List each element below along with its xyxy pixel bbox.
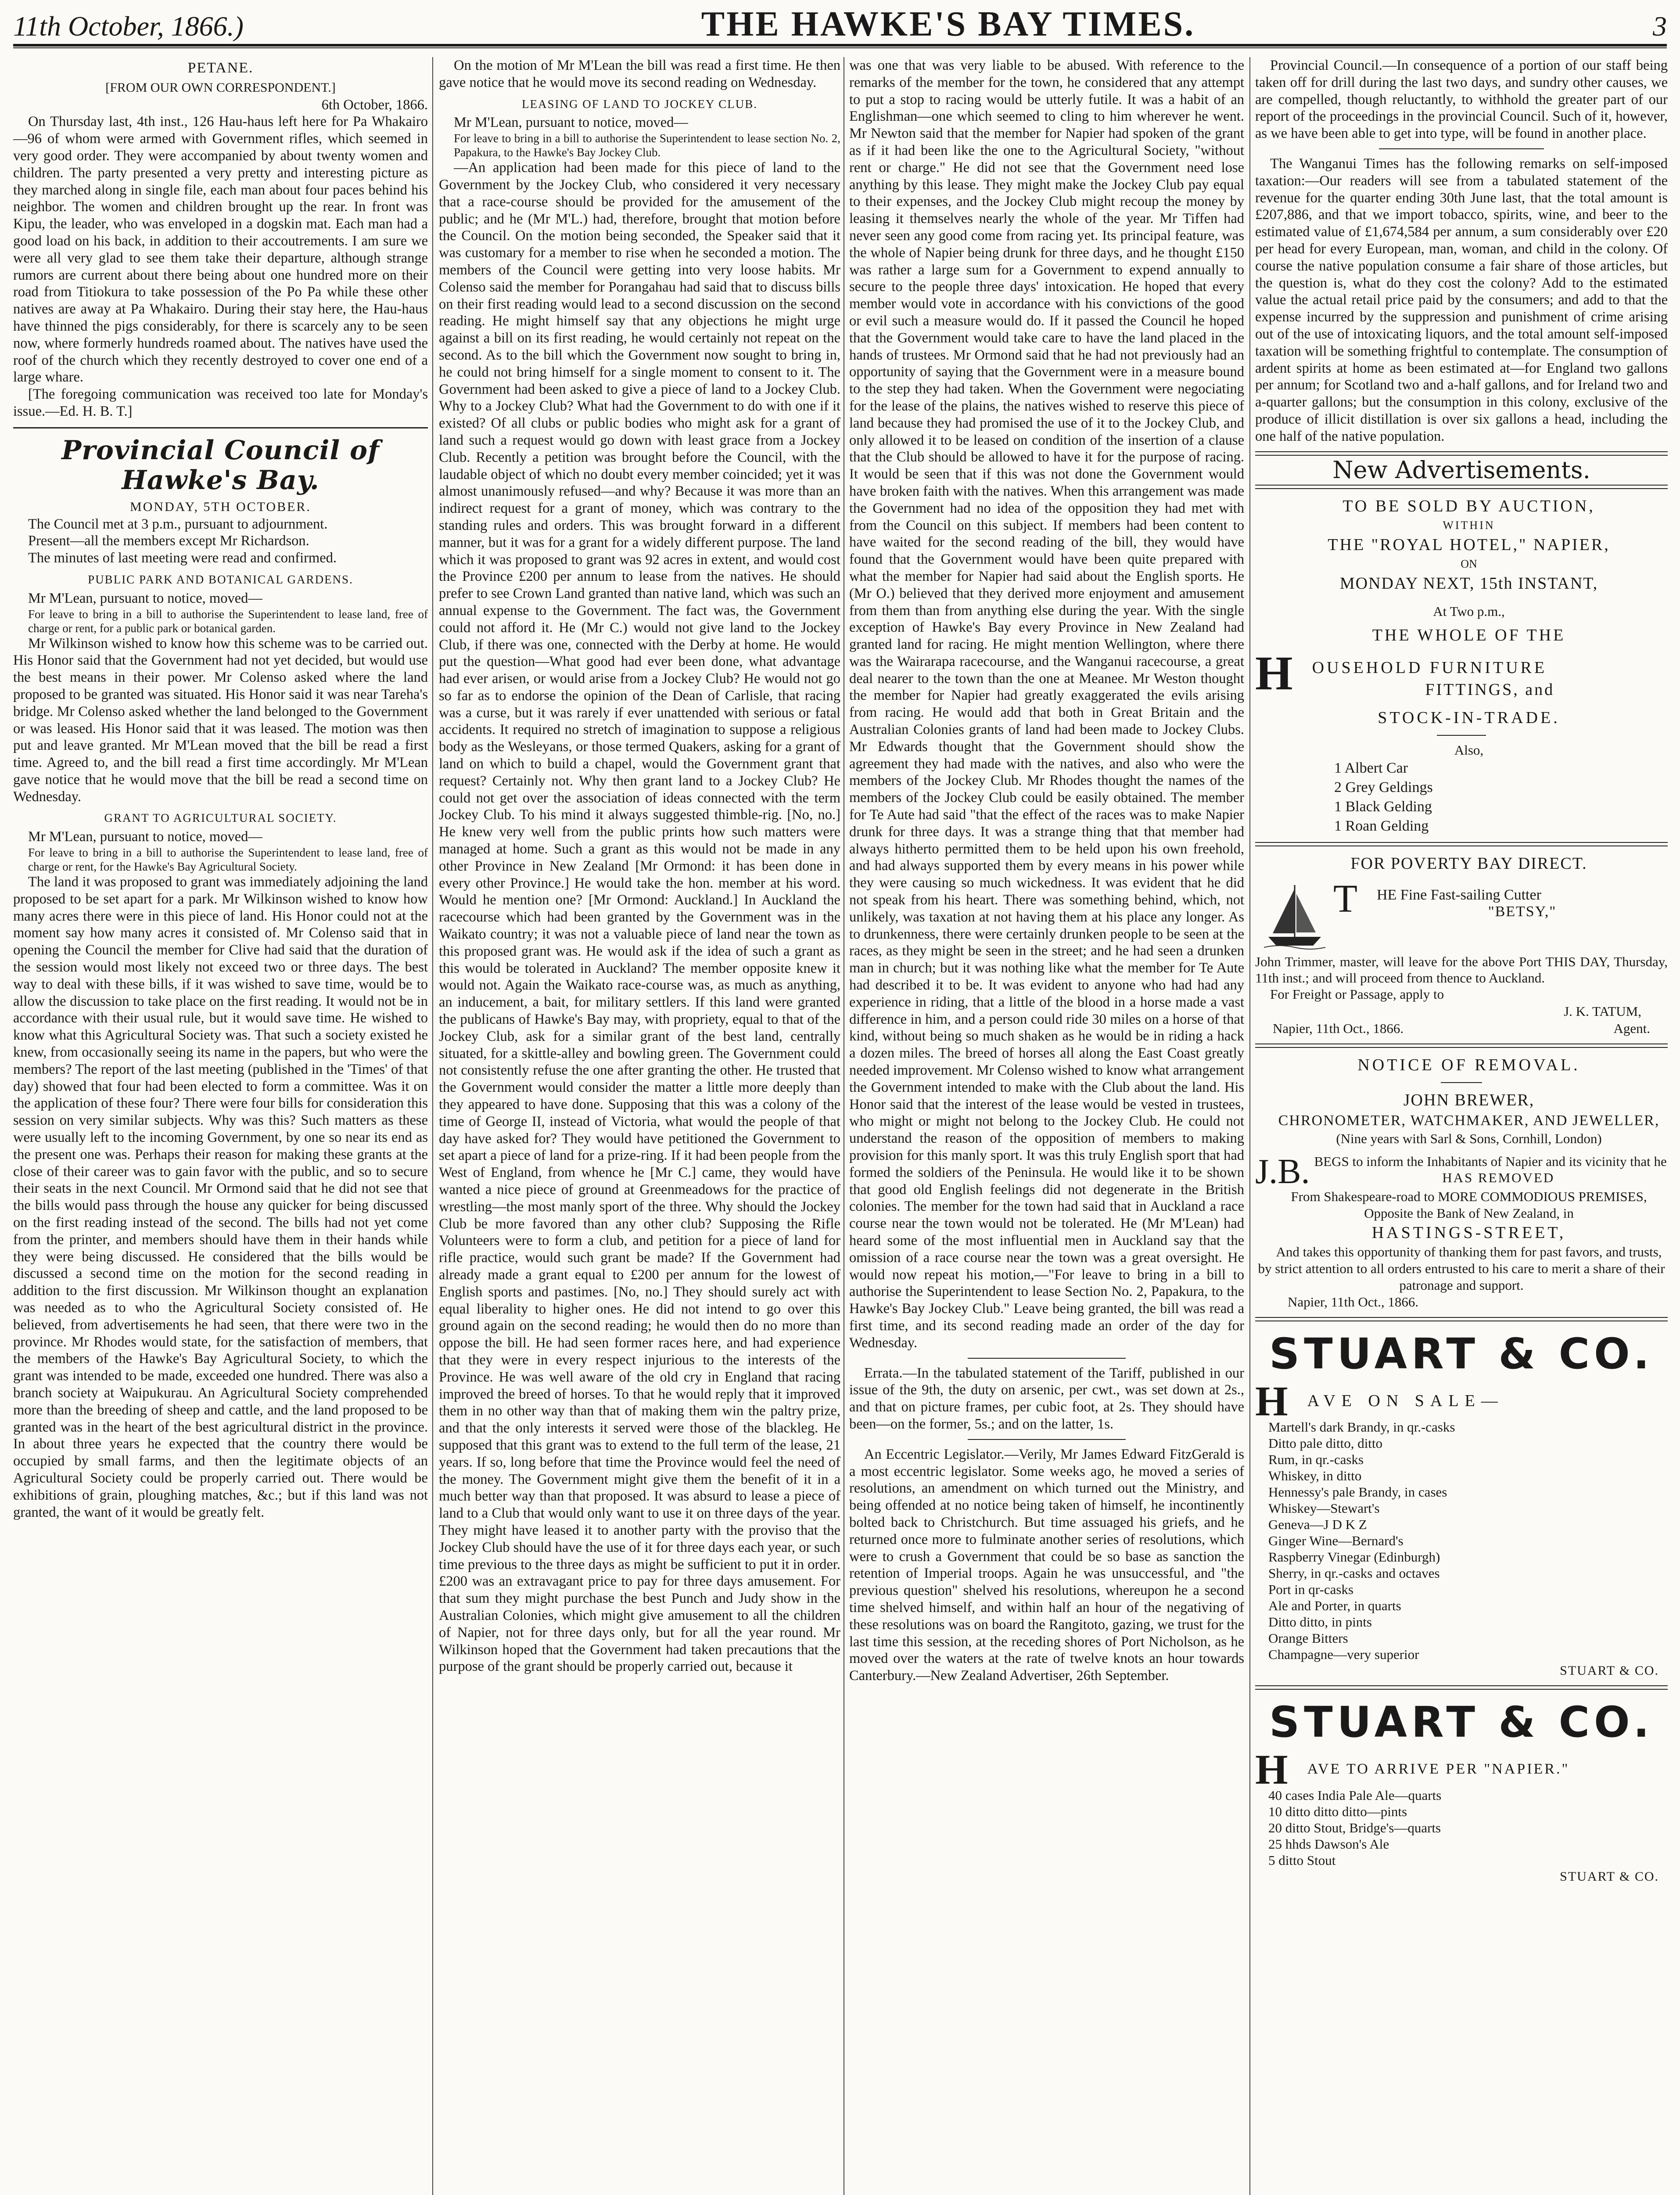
poverty-heading: FOR POVERTY BAY DIRECT. — [1350, 854, 1587, 873]
park-debate: Mr Wilkinson wished to know how this scheme was to be carried out. His Honor said that the Government had not yet decided, but would use the best means in their power. Mr Colenso asked where the land proposed to be granted was situated. His Honor said it was near Tareha's bridge. Mr Colenso asked whether the land belonged to the Government or was leased. His Honor said that it was leased. The motion was then put and leave granted. Mr M'Lean moved that the bill be read a first time. Agreed to, and the bill read a first time accordingly. Mr M'Lean gave notice that he would move that the bill be read a second time on Wednesday. — [13, 635, 428, 805]
section-rule — [1255, 1317, 1668, 1321]
removal-name: JOHN BREWER, — [1403, 1090, 1535, 1109]
ship-notice — [1255, 881, 1668, 954]
editor-note: [The foregoing communication was received too late for Monday's issue.—Ed. H. B. T.] — [13, 386, 428, 419]
goods-item: Geneva—J D K Z — [1268, 1516, 1367, 1532]
grant-debate: The land it was proposed to grant was immediately adjoining the land proposed to be set apart for a park. Mr Wilkinson wished to know how many acres there were in this piece of land. His Honor could not at the moment say how many acres it consisted of. Mr Colenso said that in opening the Council the member for Clive had said that the duration of the session would most likely not exceed two or three days. The best way to deal with these bills, if it was wished to save time, would be to allow the discussion to take place on the first reading. It would not be in accordance with their usual rule, but it would save time. He wished to know what this Agricultural Society was. That such a society existed he knew, from occasionally seeing its name in the papers, but who were the members? The report of the last meeting (published in the 'Times' of that day) showed that four had been elected to form a committee. Was it on the application of these four? There were four bills for consideration this session on very similar subjects. Why was this? Such matters as these were usually left to the incoming Government, by one so near its end as the present one was. Perhaps their reason for making these grants at the close of their career was to gain favor with the public, and so to secure their seats in the next Council. Mr Ormond said that he did not see that the bills would pass through the house any quicker for being discussed on the first reading instead of the second. The bills had not yet come from the printer, and members should have them in their hands while they were being discussed. He considered that the bills would be discussed a second time on the motion for the second reading in addition to the first discussion. Mr Wilkinson thought an explanation was needed as to who the Agricultural Society consisted of. He believed, from advertisements he had seen, that there were two in the province. Mr Rhodes would state, for the satisfaction of members, that the members of the Hawke's Bay Agricultural Society, to which the grant was intended to be made, exceeded one hundred. There was also a branch society at Waipukurau. An Agricultural Society comprehended more than the breeding of sheep and cattle, and the land proposed to be granted was in the heart of the best agricultural district in the province. In about three years he expected that the country there would be occupied by small farms, and then the legitimate objects of an Agricultural Society could be properly carried out. There would be exhibitions of grain, ploughing matches, &c.; but if this land was not granted, the want of it would be greatly felt. — [13, 874, 428, 1520]
goods-item: Ginger Wine—Bernard's — [1268, 1533, 1404, 1548]
section-rule — [1255, 1685, 1668, 1690]
auction-also: Also, — [1454, 742, 1484, 758]
section-rule — [1255, 1044, 1668, 1048]
poverty-place-date: Napier, 11th Oct., 1866. — [1273, 1020, 1404, 1036]
arrive-heading-text: AVE TO ARRIVE PER "NAPIER." — [1307, 1761, 1570, 1778]
section-rule — [1255, 485, 1668, 489]
removal-advert — [1255, 1054, 1668, 1311]
issue-date: 11th October, 1866.) — [13, 11, 244, 42]
motion-paragraph: Mr M'Lean, pursuant to notice, moved— — [28, 829, 262, 845]
removal-date: Napier, 11th Oct., 1866. — [1288, 1294, 1419, 1310]
auction-line: ON — [1461, 558, 1477, 571]
removal-line: From Shakespeare-road to MORE COMMODIOUS PREMISES, — [1291, 1188, 1647, 1204]
grant-subheading: GRANT TO AGRICULTURAL SOCIETY. — [104, 811, 337, 825]
removal-line: Opposite the Bank of New Zealand, in — [1364, 1205, 1574, 1221]
removal-heading: NOTICE OF REMOVAL. — [1357, 1055, 1580, 1074]
page-number: 3 — [1652, 11, 1667, 42]
goods-item: 25 hhds Dawson's Ale — [1268, 1836, 1389, 1852]
goods-item: 40 cases India Pale Ale—quarts — [1268, 1788, 1442, 1803]
council-paragraph: Present—all the members except Mr Richardson. — [28, 533, 309, 549]
goods-item: Champagne—very superior — [1268, 1646, 1419, 1662]
advertiser-name: STUART & CO. — [1269, 1329, 1654, 1378]
auction-line: OUSEHOLD FURNITURE — [1312, 658, 1547, 677]
goods-item: Whiskey, in ditto — [1268, 1468, 1362, 1483]
divider — [1437, 735, 1486, 736]
auction-item: 1 Albert Car — [1334, 760, 1408, 777]
motion-note: For leave to bring in a bill to authorise the Superintendent to lease land, free of charge or rent, for a public park or botanical garden. — [28, 607, 428, 635]
auction-furniture-line — [1255, 651, 1668, 701]
goods-item: Sherry, in qr.-casks and octaves — [1268, 1565, 1440, 1581]
park-subheading: PUBLIC PARK AND BOTANICAL GARDENS. — [88, 572, 353, 586]
goods-item: Raspberry Vinegar (Edinburgh) — [1268, 1549, 1440, 1565]
drop-cap: T — [1333, 881, 1357, 921]
poverty-bay-advert — [1255, 853, 1668, 1037]
motion-note: For leave to bring in a bill to authorise the Superintendent to lease land, free of charge or rent, for the Hawke's Bay Agricultural Society. — [28, 846, 428, 874]
goods-item: Martell's dark Brandy, in qr.-casks — [1268, 1419, 1455, 1435]
auction-advert — [1255, 495, 1668, 836]
sale-heading — [1255, 1381, 1668, 1419]
removal-intro — [1255, 1153, 1668, 1188]
auction-item: 1 Roan Gelding — [1334, 818, 1429, 835]
jockey-subheading: LEASING OF LAND TO JOCKEY CLUB. — [521, 97, 758, 111]
poverty-body: John Trimmer, master, will leave for the above Port THIS DAY, Thursday, 11th inst.; and will proceed from thence to Auckland. — [1255, 954, 1668, 986]
arrive-heading — [1255, 1749, 1668, 1787]
motion-note: For leave to bring in a bill to authorise the Superintendent to lease section No. 2, Papakura, to the Hawke's Bay Jockey Club. — [454, 132, 840, 159]
wanganui-article: The Wanganui Times has the following remarks on self-imposed taxation:—Our readers will see from a tabulated statement of the revenue for the quarter ending 30th June last, that the total amount is £207,886, and that we import tobacco, spirits, wine, and beer to the estimated value of £1,674,584 per annum, a sum considerably over £20 per head for every European, man, woman, and child in the colony. Of course the native population consume a fair share of those articles, but the question is, what do they cost the colony? Add to the estimated value the actual retail price paid by the consumers; and add to that the expense incurred by the suppression and punishment of crime arising out of the use of intoxicating liquors, and the total amount self-imposed taxation will be something frightful to contemplate. The consumption of ardent spirits at home as been estimated at—for England two gallons per annum; for Scotland two and a-half gallons, and for Ireland two and a-quarter gallons; but the consumption in this colony, exclusive of the produce of illicit distillation is over six gallons a head, including the one half of the native population. — [1255, 155, 1668, 444]
drop-cap: H — [1255, 1381, 1288, 1419]
jockey-debate-continued: was one that was very liable to be abused. With reference to the remarks of the member for the town, he considered that any attempt to put a stop to racing would be utterly futile. It was a habit of an Englishman—one which seemed to cling to him wherever he went. Mr Newton said that the member for Napier had spoken of the grant as if it had been like the one to the Agricultural Society, "without rent or charge." He did not see that the Government need lose anything by this lease. They might make the Jockey Club pay equal to their expenses, and the Jockey Club might recoup the money by leasing it themselves nearly the whole of the year. Mr Tiffen had never seen any good come from racing yet. Its principal feature, was the whole of Napier being drunk for three days, and he thought £150 was rather a large sum for a Government to expend annually to secure to the people three days' intoxication. He hoped that every member would vote in accordance with his convictions of the good or evil such a measure would do. If it passed the Council he hoped that the Government would take care to have the land placed in the hands of trustees. Mr Ormond said that he had not previously had an opportunity of saying that the Government were in a measure bound to the step they had taken. When the Government were negociating for the lease of the plains, the natives wished to reserve this piece of land because they had promised the use of it to the Jockey Club, and only allowed it to be leased on condition of the insertion of a clause that the Club should be allowed to have it for the purpose of racing. It would be seen that if this was not done the Government would have broken faith with the natives. When this arrangement was made the Government had no idea of the opposition they had met with from the Council on this subject. If members had been content to have waited for the second reading of the bill, they would have found that the Government would have been quite prepared with what the member for Napier had said about the English sports. He (Mr O.) believed that they derived more enjoyment and amusement from them than from anything else during the year. With the single exception of Hawke's Bay every Province in New Zealand had granted land for racing. He might mention Wellington, where there was the Wairarapa racecourse, and the Wanganui racecourse, a great deal nearer to the town than the one at Meanee. Mr Weston thought the member for Napier had greatly exaggerated the evils arising from racing. He would add that both in Great Britain and the Australian Colonies grants of land had been made to Jockey Clubs. Mr Edwards thought that the Government should show the agreement they had made with the natives, and also who were the members of the Jockey Club. Mr Rhodes thought the names of the members of the Jockey Club could be easily obtained. The member for Te Aute had said "that the effect of the races was to make Napier drunk for three days. It was a strange thing that that member had always hitherto permitted them to be held upon his own freehold, and had always supported them by every means in his power while they were causing so much wickedness. It was evident that he did not speak from his heart. There was something behind, which, not unlikely, was taxation at not having them at his place any longer. As to drunkenness, there were certainly drunken people to be seen at the races, as they might be seen in the street; and he had seen a drunken man in church; but it was nothing like what the member for Te Aute had described it to be. It was evident to anyone who had had any experience in riding, that a little of the blood in a horse made a vast difference in him, and a person could ride 30 miles on a horse of that kind, without being so much shaken as he would be in riding a hack a dozen miles. The breed of horses all along the East Coast greatly needed improvement. Mr Colenso wished to know what arrangement the Government intended to make with the Club about the land. His Honor said that the interest of the lease would be vested in trustees, who might or might not belong to the Jockey Club. He could not understand the reason of the opposition of members to making provision for this manly sport. It was this truly English sport that had formed the soldiers of the Peninsula. He would like it to be shown that good old English feelings did not degenerate in the British colonies. The member for the town had said that in Auckland a race course near the town would not be tolerated. He (Mr M'Lean) had heard some of the most influential men in Auckland say that the omission of a race course near the town was a great oversight. He would now repeat his motion,—"For leave to bring in a bill to authorise the Superintendent to lease Section No. 2, Papakura, to the Hawke's Bay Jockey Club." Leave being granted, the bill was read a first time, and its second reading made an order of the day for Wednesday. — [849, 58, 1244, 1351]
drop-cap: H — [1255, 1749, 1288, 1788]
goods-item: Port in qr-casks — [1268, 1581, 1353, 1597]
petane-article: On Thursday last, 4th inst., 126 Hau-haus left here for Pa Whakairo—96 of whom were armed with Government rifles, which seemed in very good order. They were accompanied by about twenty women and children. The party presented a very pretty and interesting picture as they marched along in single file, each man about four paces behind his neighbor. The women and children brought up the rear. In front was Kipu, the leader, who was enveloped in a dogskin mat. Each man had a good load on his back, in addition to their accoutrements. I am sure we were all very glad to see them take their departure, although strange rumors are current about there being about one hundred more on their road from Titiokura to take possession of the Po Pa while these other natives are away at Pa Whakairo. During their stay here, the Hau-haus have thinned the pigs considerably, for there is scarcely any to be seen now, where formerly hundreds roamed about. The natives have used the roof of the church which they recently destroyed to cover one end of a large whare. — [13, 114, 428, 385]
auction-line: MONDAY NEXT, 15th INSTANT, — [1339, 574, 1598, 593]
eccentric-legislator-paragraph: An Eccentric Legislator.—Verily, Mr James Edward FitzGerald is a most eccentric legislator. Some weeks ago, he moved a series of resolutions, an amendment on which turned out the Ministry, and being offended at no notice being taken of himself, he incontinently bolted back to Christchurch. But time assuaged his griefs, and he returned once more to fulminate another series of resolutions, which were to crush a Government that could be so base as sanction the retention of Imperial troops. Again he was unsuccessful, and "the previous question" shelved his resolutions, whereupon he a second time shelved himself, and within half an hour of the negativing of these resolutions was on board the Rangitoto, gazing, we trust for the last time this session, at the receding shores of Port Nicholson, as he moved over the waters at the rate of twelve knots an hour towards Canterbury.—New Zealand Advertiser, 26th September. — [849, 1446, 1244, 1684]
column-2 — [439, 57, 840, 2195]
column-4 — [1255, 57, 1668, 2195]
removal-line: HAS REMOVED — [1442, 1169, 1555, 1185]
petane-title: PETANE. — [187, 60, 254, 76]
council-paragraph: The Council met at 3 p.m., pursuant to adjournment. — [28, 516, 328, 532]
auction-item: 1 Black Gelding — [1334, 799, 1432, 815]
divider — [1379, 148, 1544, 149]
poverty-agent-label: Agent. — [1613, 1020, 1650, 1036]
advertiser-signature: STUART & CO. — [1560, 1663, 1659, 1678]
errata-paragraph: Errata.—In the tabulated statement of the Tariff, published in our issue of the 9th, the duty on arsenic, per cwt., was set down at 2s., and that on picture frames, per cubic foot, at 2s. They should have been—on the former, 5s.; and on the latter, 1s. — [849, 1365, 1244, 1432]
petane-source: [FROM OUR OWN CORRESPONDENT.] — [105, 80, 336, 95]
removal-years: (Nine years with Sarl & Sons, Cornhill, London) — [1336, 1130, 1602, 1146]
newspaper-title: THE HAWKE'S BAY TIMES. — [701, 5, 1195, 43]
goods-item: Rum, in qr.-casks — [1268, 1451, 1364, 1467]
auction-item: 2 Grey Geldings — [1334, 779, 1433, 796]
poverty-line: HE Fine Fast-sailing Cutter — [1376, 887, 1541, 903]
removal-line: BEGS to inform the Inhabitants of Napier and its vicinity that he — [1314, 1153, 1667, 1169]
masthead-rule — [13, 47, 1667, 48]
masthead — [13, 4, 1667, 47]
sale-heading-text: AVE ON SALE— — [1307, 1391, 1504, 1410]
goods-item: Ale and Porter, in quarts — [1268, 1598, 1401, 1613]
column-rule — [432, 57, 433, 2195]
auction-line: WITHIN — [1443, 519, 1495, 532]
debate-paragraph: On the motion of Mr M'Lean the bill was read a first time. He then gave notice that he would move its second reading on Wednesday. — [439, 58, 840, 90]
removal-line: And takes this opportunity of thanking them for past favors, and trusts, by strict attention to all orders entrusted to his care to merit a share of their patronage and support. — [1258, 1244, 1665, 1293]
goods-item: Hennessy's pale Brandy, in cases — [1268, 1484, 1447, 1500]
goods-item: Ditto ditto, in pints — [1268, 1614, 1372, 1630]
advertiser-name: STUART & CO. — [1269, 1698, 1654, 1747]
removal-street: HASTINGS-STREET, — [1371, 1223, 1566, 1242]
section-rule — [1255, 842, 1668, 846]
vessel-name: "BETSY," — [1488, 903, 1557, 920]
poverty-freight: For Freight or Passage, apply to — [1270, 986, 1444, 1002]
auction-line: FITTINGS, and — [1425, 680, 1555, 699]
drop-cap-initials: J.B. — [1255, 1153, 1310, 1188]
stuart-sale-advert — [1255, 1329, 1668, 1680]
column-1 — [13, 57, 428, 2195]
motion-paragraph: Mr M'Lean, pursuant to notice, moved— — [454, 115, 688, 131]
removal-trade: CHRONOMETER, WATCHMAKER, AND JEWELLER, — [1278, 1112, 1660, 1129]
goods-item: Orange Bitters — [1268, 1630, 1348, 1646]
sailing-ship-icon — [1264, 881, 1325, 951]
column-rule — [1249, 57, 1250, 2195]
auction-line: At Two p.m., — [1433, 604, 1505, 619]
auction-line: STOCK-IN-TRADE. — [1378, 709, 1560, 727]
poverty-agent: J. K. TATUM, — [1564, 1004, 1641, 1019]
section-rule — [13, 427, 428, 428]
divider — [968, 1358, 1126, 1359]
auction-line: THE WHOLE OF THE — [1372, 626, 1566, 645]
auction-line: TO BE SOLD BY AUCTION, — [1343, 497, 1595, 516]
provincial-council-notice: Provincial Council.—In consequence of a portion of our staff being taken off for drill during the last two days, and sundry other causes, we are compelled, though reluctantly, to withhold the greater part of our report of the proceedings in the provincial Council. Such of it, however, as we have been able to get into type, will be found in another place. — [1255, 58, 1668, 142]
jockey-debate: —An application had been made for this piece of land to the Government by the Jockey Club, who considered it very necessary that a race-course should be provided for the amusement of the public; and he (Mr M'L.) had, therefore, brought that motion before the Council. On the motion being seconded, the Speaker said that it was customary for a member to rise when he seconded a motion. The members of the Council were getting into very loose habits. Mr Colenso said the member for Porangahau had said that to discuss bills on their first reading would lead to a second discussion on the second reading. He might himself say that any objections he might urge against a bill on its first reading, he would certainly not repeat on the second. As to the bill which the Government now sought to bring in, he could not bring himself for a single moment to consent to it. The Government had been asked to give a piece of land to a Jockey Club. Why to a Jockey Club? What had the Government to do with one if it existed? Of all clubs or public bodies who might ask for a grant of land such a request would go down with least grace from a Jockey Club. Recently a petition was brought before the Council, with the laudable object of which no doubt every member coincided; yet it was almost unanimously refused—and why? Because it was more than an indirect request for a grant of money, which was contrary to the standing rules and orders. This was brought forward in a different manner, but it was for a grant for a widely different purpose. The land which it was proposed to grant was 92 acres in extent, and would cost the Province £200 per annum to lease from the natives. He should prefer to see Crown Land granted than native land, which was such an annual expense to the Government. The fact was, the Government could not afford it. He (Mr C.) would not give land to the Jockey Club, if there was one, connected with the Derby at home. He would put the question—What good had ever been done, what advantage had ever arisen, or would arise from a Jockey Club? He would not go so far as to endorse the opinion of the Dean of Carlisle, that racing was a curse, but it was rarely if ever unattended with serious or fatal accidents. It required no stretch of imagination to suppose a religious body as the Wesleyans, or those termed Quakers, asking for a grant of land on which to build a chapel, would the Government grant that request? Certainly not. Why then grant land to a Jockey Club? He could not get over the association of ideas connected with the term Jockey Club. To his mind it always suggested thimble-rig. [No, no.] He knew very well from the public prints how such matters were managed at home. Such a grant as this would not be made in any other Province in New Zealand [Mr Ormond: it has been done in every other Province.] He would take the hon. member at his word. Would he mention one? [Mr Ormond: Auckland.] In Auckland the racecourse which had been granted by the Government was in the Waikato country; it was not a valuable piece of land near the town as this proposed grant was. He would ask if the idea of such a grant as this would be tolerated in Auckland? The member opposite knew it would not. Again the Waikato race-course was, as much as anything, an inducement, a bait, for military settlers. If this land were granted the publicans of Hawke's Bay may, with propriety, equal to that of the Jockey Club, ask for a similar grant of the best land, centrally situated, for a skittle-alley and bowling green. The Government could not consistently refuse the one after granting the other. He trusted that the Government would consider the matter a little more deeply than they appeared to have done. Supposing that this was a colony of the time of George II, instead of Victoria, what would the people of that day have asked for? They would have petitioned the Government to set apart a piece of land for a prize-ring. If it had been people from the West of England, from whence he [Mr C.] came, they would have wanted a nice piece of ground at Greenmeadows for the practice of wrestling—the most manly sport of the three. Why should the Jockey Club be more favored than any other club? Supposing the Rifle Volunteers were to form a club, and petition for a piece of land for rifle practice, would such grant be made? If the Government had already made a grant equal to £200 per annum for the lowest of English sports and pastimes. [No, no.] They should surely act with equal liberality to higher ones. He did not intend to go over this ground again on the second reading; he would then do no more than oppose the bill. He had seen former races here, and had experience that they were in every respect injurious to the interests of the Province. He was well aware of the old cry in England that racing improved the breed of horses. To that he would reply that it improved them in no other way than that of making them win the paltry prize, and that the only interests it served were those of the blackleg. He supposed that this grant was to extend to the full term of the lease, 21 years. If so, long before that time the Province would feel the need of the money. The Government might give them the benefit of it in a much better way than that proposed. It was absurd to lease a piece of land to a Club that would only want to use it on three days of the year. They might have leased it to another party with the proviso that the Jockey Club should have the use of it for three days each year, or such time previous to the three days as might be sufficient to put it in order. £200 was an extravagant price to pay for three days amusement. For that sum they might purchase the best Punch and Judy show in the Australian Colonies, which might give amusement to all the children of Napier, not for three days only, but for all the year round. Mr Wilkinson hoped that the Government had taken precautions that the purpose of the grant should be properly carried out, because it — [439, 160, 840, 1675]
stuart-arrive-advert — [1255, 1700, 1668, 1886]
divider — [1441, 1082, 1482, 1083]
council-paragraph: The minutes of last meeting were read and confirmed. — [28, 550, 337, 566]
goods-item: Whiskey—Stewart's — [1268, 1500, 1380, 1516]
auction-line: THE "ROYAL HOTEL," NAPIER, — [1328, 536, 1610, 554]
goods-item: 10 ditto ditto ditto—pints — [1268, 1804, 1407, 1820]
divider — [968, 1439, 1126, 1440]
drop-cap: H — [1255, 651, 1293, 700]
council-date: MONDAY, 5TH OCTOBER. — [130, 499, 311, 514]
motion-paragraph: Mr M'Lean, pursuant to notice, moved— — [28, 590, 262, 606]
goods-item: 20 ditto Stout, Bridge's—quarts — [1268, 1820, 1441, 1836]
goods-item: Ditto pale ditto, ditto — [1268, 1435, 1383, 1451]
section-rule — [1255, 451, 1668, 456]
council-heading: Provincial Council of Hawke's Bay. — [61, 435, 380, 496]
goods-item: 5 ditto Stout — [1268, 1853, 1336, 1868]
poverty-signoff — [1255, 1020, 1668, 1037]
column-3 — [849, 57, 1244, 2195]
new-advertisements-heading: New Advertisements. — [1332, 456, 1590, 484]
advertiser-signature: STUART & CO. — [1560, 1869, 1659, 1884]
petane-date: 6th October, 1866. — [321, 97, 428, 113]
